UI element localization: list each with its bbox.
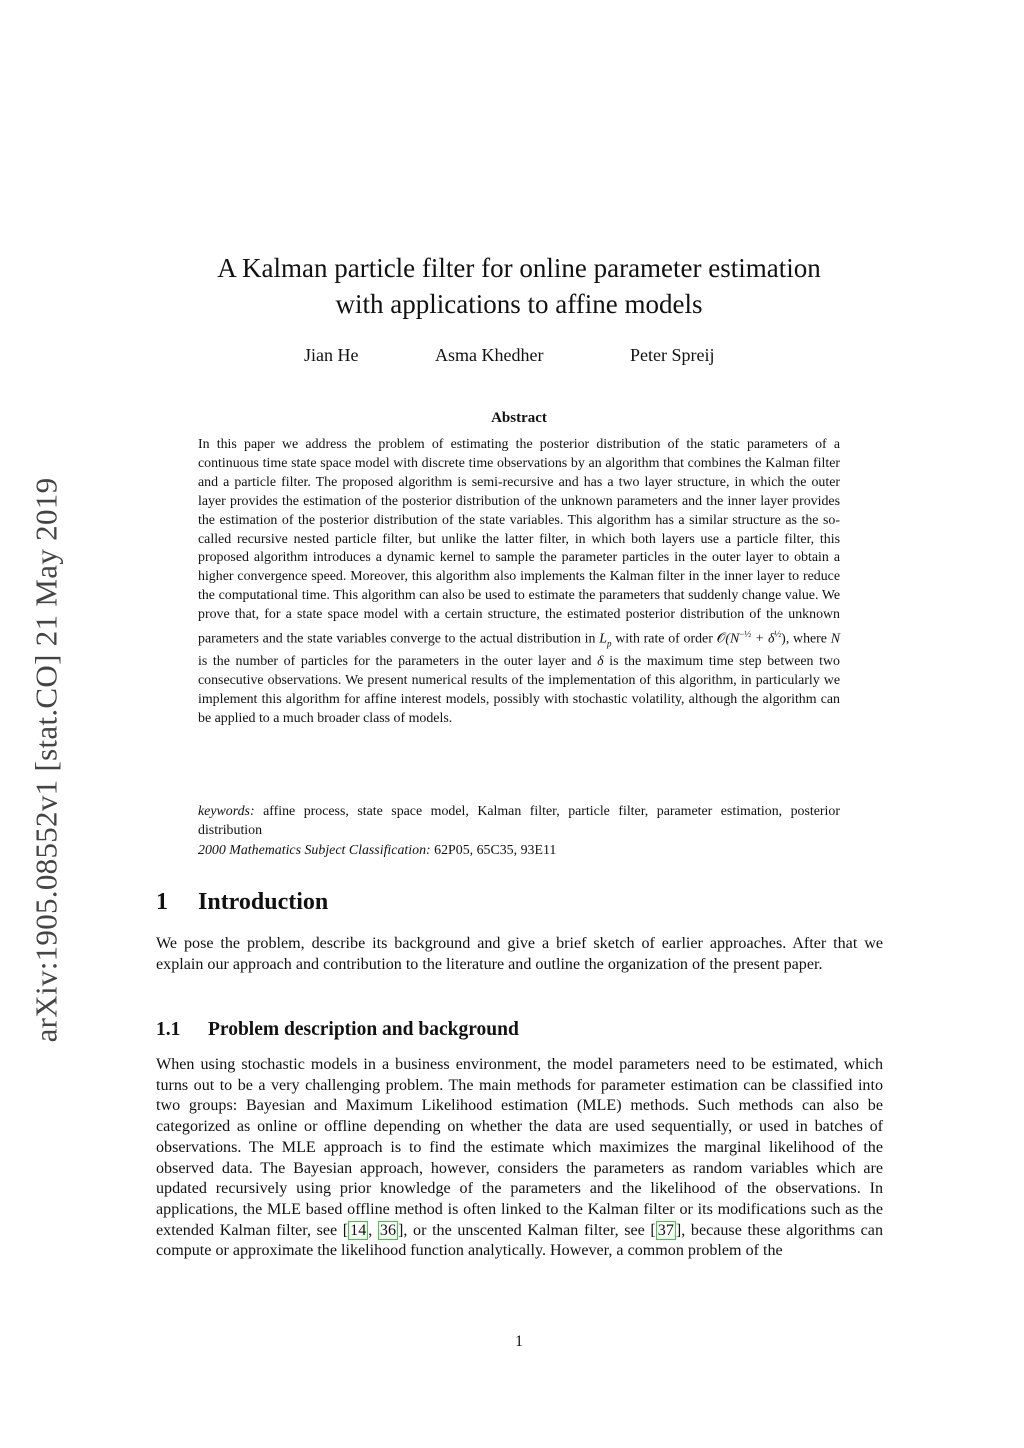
rate-expr-open: (N <box>725 631 740 647</box>
citation-link-14[interactable]: 14 <box>350 1221 367 1239</box>
body-text-2: ], or the unscented Kalman filter, see [ <box>398 1221 656 1239</box>
msc-label: 2000 Mathematics Subject Classification: <box>198 843 431 858</box>
body-text-1: When using stochastic models in a business environment, the model parameters need to be estimated, which turns out to be a very challenging problem. The main methods for parameter estimation can be classified into two groups: Bayesian and Maximum Likelihood estimation (MLE) methods. Such methods can also be categorized as online or offline depending on whether the data are used sequentially, or used in batches of observations. The MLE approach is to find the estimate which maximizes the marginal likelihood of the observed data. The Bayesian approach, however, considers the parameters as random variables which are updated recursively using prior knowledge of the parameters and the likelihood of the observations. In applications, the MLE based offline method is often linked to the Kalman filter or its modifications such as the extended Kalman filter, see [ <box>156 1056 883 1239</box>
rate-plus-delta: + δ <box>751 631 775 647</box>
section-title: Introduction <box>198 889 329 915</box>
abstract-text-5: is the maximum time step between two consecutive observations. We present numerical results of the implementation of this algorithm, in particularly we implement this algorithm for affine interest models, possibly with stochastic volatility, although the algorithm can be applied to a much broader class of models. <box>198 654 840 727</box>
keywords-label: keywords: <box>198 804 255 819</box>
subsection-title: Problem description and background <box>208 1019 519 1040</box>
abstract-paragraph <box>198 436 840 729</box>
citation-link-37[interactable]: 37 <box>657 1221 674 1239</box>
abstract-body <box>198 436 840 729</box>
arxiv-stamp-container <box>22 435 70 1085</box>
keywords-text: affine process, state space model, Kalman filter, particle filter, parameter estimation, posterior distribution <box>198 804 840 838</box>
subsection-number: 1.1 <box>156 1019 181 1040</box>
section-number: 1 <box>156 889 168 915</box>
var-delta: δ <box>597 654 604 670</box>
msc-block <box>198 842 840 861</box>
rate-exponent-1: −½ <box>739 629 752 640</box>
author-2: Asma Khedher <box>435 345 544 365</box>
section-heading-introduction <box>156 889 856 916</box>
problem-description-paragraph <box>156 1055 883 1262</box>
rate-O-symbol: 𝒪 <box>716 631 726 647</box>
keywords-block <box>198 803 840 841</box>
lp-subscript: p <box>606 638 612 649</box>
page-number: 1 <box>515 1333 523 1350</box>
var-N: N <box>830 631 840 647</box>
paper-title <box>0 250 1024 322</box>
paper-title-line-1: A Kalman particle filter for online parameter estimation <box>217 253 821 283</box>
citation-link-36[interactable]: 36 <box>379 1221 397 1239</box>
author-3: Peter Spreij <box>630 345 715 365</box>
arxiv-stamp: arXiv:1905.08552v1 [stat.CO] 21 May 2019 <box>28 477 63 1043</box>
abstract-text-4: is the number of particles for the parameters in the outer layer and <box>198 654 598 670</box>
body-text-3: ], because these algorithms can compute or approximate the likelihood function analytically. However, a common problem of the <box>156 1221 883 1260</box>
abstract-text-1: In this paper we address the problem of estimating the posterior distribution of the static parameters of a continuous time state space model with discrete time observations by an algorithm that combines the Kalman filter and a particle filter. The proposed algorithm is semi-recursive and has a two layer structure, in which the outer layer provides the estimation of the posterior distribution of the unknown parameters and the inner layer provides the estimation of the posterior distribution of the state variables. This algorithm has a similar structure as the so-called recursive nested particle filter, but unlike the latter filter, in which both layers use a particle filter, this proposed algorithm introduces a dynamic kernel to sample the parameter particles in the outer layer to obtain a higher convergence speed. Moreover, this algorithm also implements the Kalman filter in the inner layer to reduce the computational time. This algorithm can also be used to estimate the parameters that suddenly change value. We prove that, for a state space model with a certain structure, the estimated posterior distribution of the unknown parameters and the state variables converge to the actual distribution in <box>198 437 840 647</box>
abstract-text-2: with rate of order <box>611 631 717 647</box>
author-1: Jian He <box>304 345 359 365</box>
subsection-heading-problem-description <box>156 1019 856 1041</box>
abstract-text-3: , where <box>785 631 831 647</box>
paper-title-line-2: with applications to affine models <box>335 289 703 319</box>
introduction-paragraph <box>156 933 883 975</box>
introduction-text: We pose the problem, describe its background and give a brief sketch of earlier approaches. After that we explain our approach and contribution to the literature and outline the organization of the present paper. <box>156 935 883 973</box>
abstract-heading: Abstract <box>491 410 547 426</box>
rate-close: ) <box>781 631 786 647</box>
citation-separator: , <box>368 1221 378 1239</box>
msc-codes: 62P05, 65C35, 93E11 <box>430 843 557 858</box>
lp-symbol: L <box>599 631 607 647</box>
rate-exponent-2: ½ <box>774 629 782 640</box>
